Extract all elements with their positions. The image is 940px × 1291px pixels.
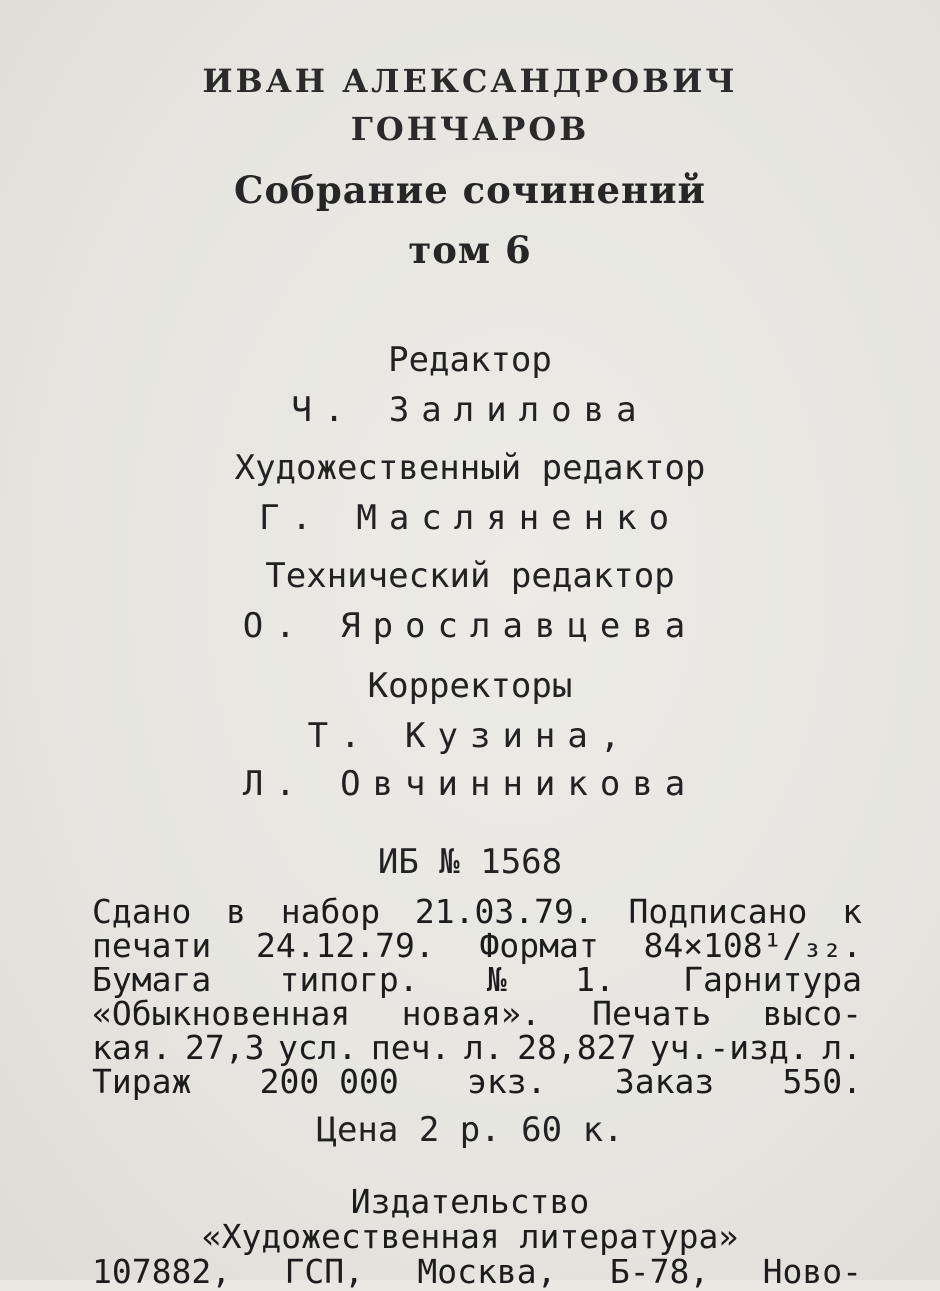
imprint-word: новая». [401, 994, 541, 1033]
imprint-word: Сдано [92, 892, 192, 931]
imprint-word: л. [463, 1028, 504, 1067]
author-first-names: ИВАН АЛЕКСАНДРОВИЧ [202, 62, 738, 100]
imprint-word: 27,3 [184, 1028, 265, 1067]
imprint-word: кая. [92, 1028, 172, 1067]
imprint-word: 1. [575, 960, 615, 999]
credit-role-proofreaders: Корректоры [367, 666, 573, 706]
address-word: Москва, [417, 1252, 557, 1291]
imprint-word: печ. [370, 1028, 451, 1067]
imprint-word: типогр. [279, 960, 419, 999]
credit-name-art-editor: Г. Масляненко [258, 498, 682, 538]
imprint-word: Гарнитура [683, 960, 862, 999]
address-word: ГСП, [284, 1252, 364, 1291]
credit-name-proofreader-1: Т. Кузина, [307, 716, 633, 756]
address-word: Б-78, [609, 1252, 710, 1291]
imprint-word: Тираж [92, 1062, 192, 1101]
credit-name-proofreader-2: Л. Овчинникова [242, 764, 698, 804]
imprint-word: № [486, 960, 507, 999]
imprint-word: 84×108¹/₃₂. [643, 926, 862, 965]
imprint-word: 28,827 [517, 1028, 637, 1067]
imprint-word: «Обыкновенная [92, 994, 351, 1033]
imprint-word: 24.12.79. [255, 926, 435, 965]
imprint-word: 200 000 [259, 1062, 399, 1101]
address-word: Ново- [762, 1252, 862, 1291]
publisher-name: «Художественная литература» [201, 1217, 739, 1256]
imprint-word: Заказ [614, 1062, 715, 1101]
imprint-word: набор [280, 892, 381, 931]
address-word: 107882, [92, 1252, 232, 1291]
publisher-label: Издательство [350, 1182, 590, 1221]
credit-role-tech-editor: Технический редактор [265, 556, 675, 596]
imprint-word: усл. [277, 1028, 358, 1067]
imprint-word: к [842, 892, 862, 931]
credit-name-tech-editor: О. Ярославцева [242, 606, 698, 646]
ib-number: ИБ № 1568 [377, 842, 563, 882]
price: Цена 2 р. 60 к. [316, 1110, 624, 1150]
credit-name-editor: Ч. Залилова [291, 390, 649, 430]
imprint-word: уч.-изд. [649, 1028, 809, 1067]
imprint-word: Бумага [92, 960, 212, 999]
author-surname: ГОНЧАРОВ [350, 110, 590, 148]
imprint-word: л. [822, 1028, 862, 1067]
credit-role-art-editor: Художественный редактор [234, 448, 706, 488]
imprint-line [92, 1062, 862, 1101]
imprint-word: высо- [762, 994, 862, 1033]
credit-role-editor: Редактор [388, 340, 552, 380]
publisher-address [92, 1252, 862, 1291]
imprint-word: экз. [467, 1062, 547, 1101]
imprint-word: Подписано [628, 892, 808, 931]
imprint-word: 550. [782, 1062, 862, 1101]
imprint-word: Формат [479, 926, 599, 965]
volume-number: том 6 [408, 228, 532, 272]
imprint-word: 21.03.79. [414, 892, 594, 931]
imprint-word: печати [92, 926, 212, 965]
imprint-word: Печать [592, 994, 712, 1033]
work-title: Собрание сочинений [234, 168, 706, 212]
imprint-word: в [226, 892, 246, 931]
